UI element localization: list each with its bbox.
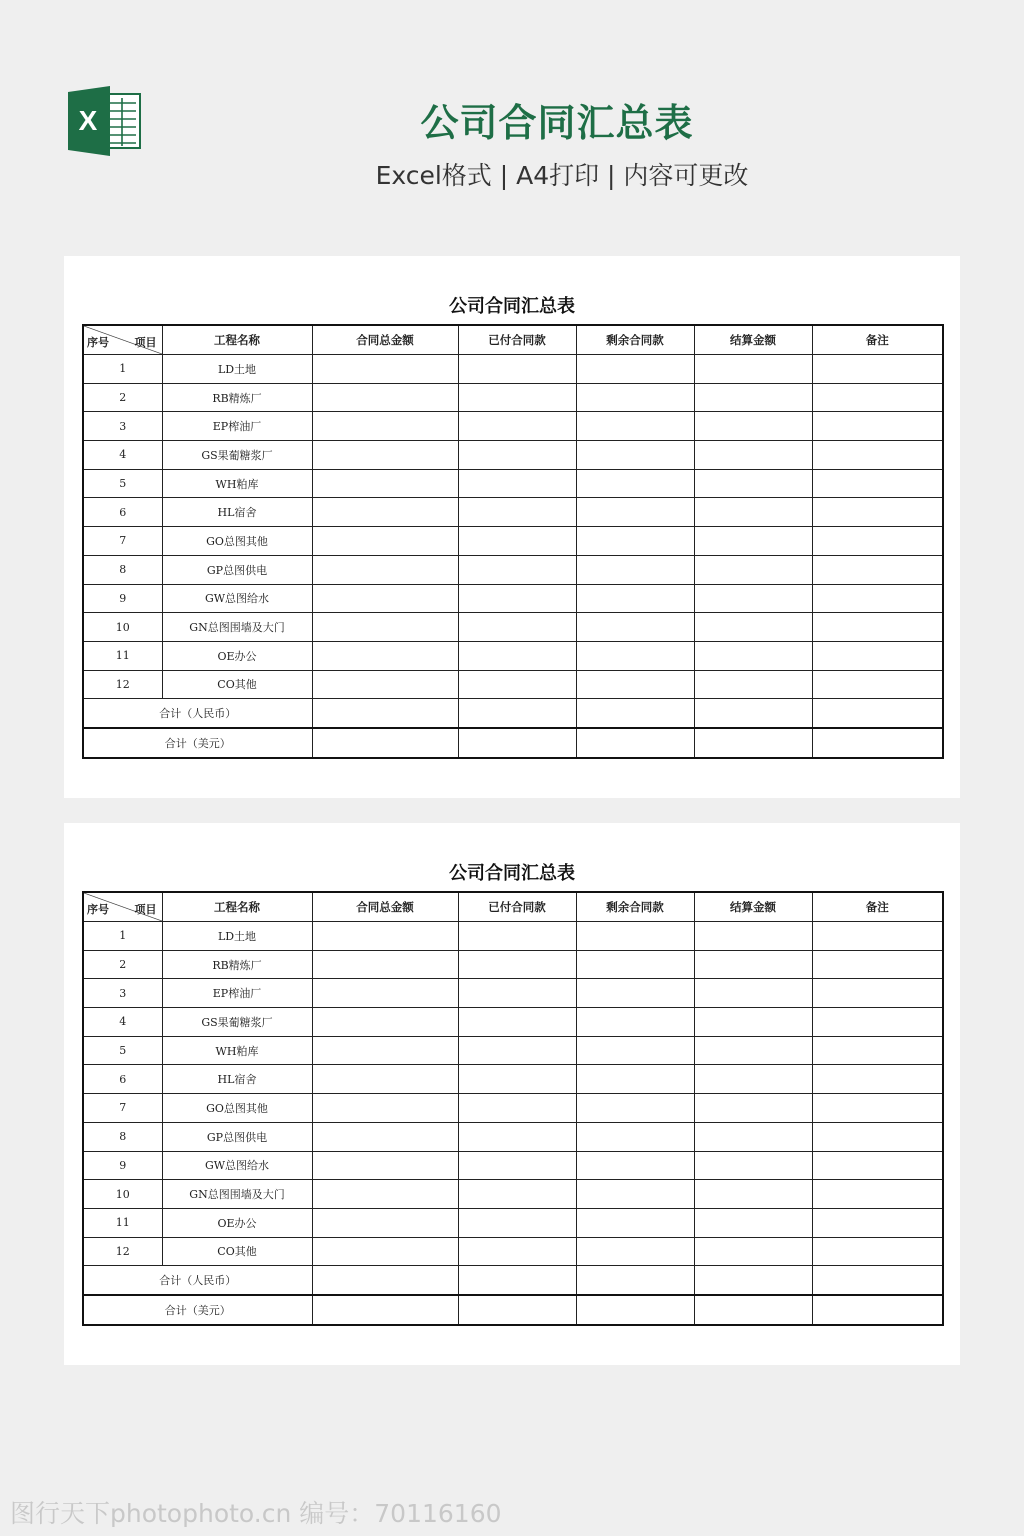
cell-empty[interactable] [312, 979, 458, 1008]
table-row [83, 1180, 943, 1209]
cell-empty[interactable] [576, 1237, 694, 1266]
cell-empty[interactable] [576, 355, 694, 384]
cell-empty[interactable] [694, 1008, 812, 1037]
cell-empty[interactable] [576, 1008, 694, 1037]
header-item: 项目 [134, 903, 157, 916]
table-row [83, 1208, 943, 1237]
cell-empty[interactable] [458, 670, 576, 699]
cell-empty[interactable] [812, 584, 943, 613]
cell-empty[interactable] [576, 922, 694, 951]
cell-empty[interactable] [812, 1122, 943, 1151]
cell-empty[interactable] [576, 641, 694, 670]
cell-empty[interactable] [812, 1208, 943, 1237]
cell-empty[interactable] [812, 555, 943, 584]
row-number: 1 [83, 922, 162, 951]
cell-empty[interactable] [812, 1151, 943, 1180]
row-number: 7 [83, 527, 162, 556]
table-row [83, 1237, 943, 1266]
cell-empty[interactable] [812, 1266, 943, 1295]
table-row [83, 527, 943, 556]
contract-summary-table [82, 324, 944, 759]
cell-empty[interactable] [312, 555, 458, 584]
row-number: 7 [83, 1094, 162, 1123]
row-project-name: RB精炼厂 [162, 950, 312, 979]
row-number: 2 [83, 383, 162, 412]
header-serial: 序号 [87, 903, 109, 916]
cell-empty[interactable] [812, 441, 943, 470]
row-project-name: GN总图围墙及大门 [162, 1180, 312, 1209]
cell-empty[interactable] [694, 1065, 812, 1094]
cell-empty[interactable] [312, 1208, 458, 1237]
table-row [83, 670, 943, 699]
row-number: 12 [83, 670, 162, 699]
row-project-name: GO总图其他 [162, 527, 312, 556]
cell-empty[interactable] [812, 950, 943, 979]
header-remarks: 备注 [812, 325, 943, 355]
cell-empty[interactable] [812, 1036, 943, 1065]
table-row [83, 469, 943, 498]
cell-empty[interactable] [312, 1036, 458, 1065]
cell-empty[interactable] [694, 728, 812, 758]
cell-empty[interactable] [576, 1094, 694, 1123]
cell-empty[interactable] [458, 1180, 576, 1209]
row-project-name: HL宿舍 [162, 1065, 312, 1094]
cell-empty[interactable] [312, 1266, 458, 1295]
row-project-name: LD土地 [162, 922, 312, 951]
row-project-name: GW总图给水 [162, 584, 312, 613]
row-number: 9 [83, 584, 162, 613]
cell-empty[interactable] [458, 412, 576, 441]
cell-empty[interactable] [694, 699, 812, 728]
cell-empty[interactable] [694, 498, 812, 527]
table-row [83, 584, 943, 613]
cell-empty[interactable] [694, 1295, 812, 1325]
table-row [83, 922, 943, 951]
header-paid: 已付合同款 [458, 892, 576, 922]
cell-empty[interactable] [812, 469, 943, 498]
cell-empty[interactable] [458, 1094, 576, 1123]
cell-empty[interactable] [576, 613, 694, 642]
cell-empty[interactable] [812, 613, 943, 642]
cell-empty[interactable] [576, 383, 694, 412]
cell-empty[interactable] [812, 979, 943, 1008]
cell-empty[interactable] [694, 950, 812, 979]
cell-empty[interactable] [694, 1237, 812, 1266]
row-project-name: OE办公 [162, 1208, 312, 1237]
row-number: 6 [83, 498, 162, 527]
cell-empty[interactable] [458, 950, 576, 979]
table-row [83, 1122, 943, 1151]
cell-empty[interactable] [812, 1094, 943, 1123]
cell-empty[interactable] [458, 1065, 576, 1094]
cell-empty[interactable] [458, 699, 576, 728]
cell-empty[interactable] [576, 670, 694, 699]
header-remaining: 剩余合同款 [576, 325, 694, 355]
cell-empty[interactable] [312, 1065, 458, 1094]
cell-empty[interactable] [694, 469, 812, 498]
cell-empty[interactable] [312, 498, 458, 527]
cell-empty[interactable] [812, 922, 943, 951]
row-project-name: GP总图供电 [162, 555, 312, 584]
cell-empty[interactable] [694, 1094, 812, 1123]
diagonal-header-cell [83, 325, 162, 355]
total-row-usd [83, 728, 943, 758]
header-project-name: 工程名称 [162, 325, 312, 355]
cell-empty[interactable] [458, 1036, 576, 1065]
cell-empty[interactable] [694, 584, 812, 613]
header-serial: 序号 [87, 336, 109, 349]
cell-empty[interactable] [812, 1180, 943, 1209]
row-number: 9 [83, 1151, 162, 1180]
contract-summary-table [82, 891, 944, 1326]
page-subtitle: Excel格式 | A4打印 | 内容可更改 [375, 161, 749, 190]
cell-empty[interactable] [576, 1266, 694, 1295]
cell-empty[interactable] [312, 1008, 458, 1037]
cell-empty[interactable] [576, 1151, 694, 1180]
cell-empty[interactable] [694, 641, 812, 670]
cell-empty[interactable] [312, 527, 458, 556]
total-row-rmb [83, 1266, 943, 1295]
cell-empty[interactable] [576, 555, 694, 584]
sheet-title: 公司合同汇总表 [449, 863, 575, 884]
cell-empty[interactable] [312, 1180, 458, 1209]
row-project-name: WH粕库 [162, 1036, 312, 1065]
header-item: 项目 [134, 336, 157, 349]
total-label-usd: 合计（美元） [83, 728, 312, 758]
cell-empty[interactable] [576, 584, 694, 613]
table-row [83, 1008, 943, 1037]
cell-empty[interactable] [458, 979, 576, 1008]
row-project-name: WH粕库 [162, 469, 312, 498]
cell-empty[interactable] [312, 1295, 458, 1325]
cell-empty[interactable] [312, 1122, 458, 1151]
cell-empty[interactable] [312, 412, 458, 441]
row-number: 2 [83, 950, 162, 979]
cell-empty[interactable] [694, 1180, 812, 1209]
total-row-usd [83, 1295, 943, 1325]
cell-empty[interactable] [694, 383, 812, 412]
cell-empty[interactable] [458, 355, 576, 384]
diagonal-header-cell [83, 892, 162, 922]
cell-empty[interactable] [312, 1151, 458, 1180]
sheet-preview-2 [64, 823, 960, 1365]
row-number: 8 [83, 1122, 162, 1151]
sheet-preview-1 [64, 256, 960, 798]
cell-empty[interactable] [694, 527, 812, 556]
table-row [83, 441, 943, 470]
row-number: 6 [83, 1065, 162, 1094]
cell-empty[interactable] [812, 527, 943, 556]
cell-empty[interactable] [312, 613, 458, 642]
cell-empty[interactable] [458, 1266, 576, 1295]
cell-empty[interactable] [812, 699, 943, 728]
row-project-name: RB精炼厂 [162, 383, 312, 412]
cell-empty[interactable] [312, 670, 458, 699]
row-number: 11 [83, 1208, 162, 1237]
table-row [83, 1065, 943, 1094]
cell-empty[interactable] [694, 922, 812, 951]
cell-empty[interactable] [312, 469, 458, 498]
table-row [83, 950, 943, 979]
cell-empty[interactable] [812, 412, 943, 441]
table-row [83, 555, 943, 584]
row-project-name: EP榨油厂 [162, 412, 312, 441]
cell-empty[interactable] [576, 1180, 694, 1209]
cell-empty[interactable] [312, 699, 458, 728]
row-project-name: GS果葡糖浆厂 [162, 1008, 312, 1037]
cell-empty[interactable] [458, 1151, 576, 1180]
cell-empty[interactable] [576, 1295, 694, 1325]
row-number: 11 [83, 641, 162, 670]
table-row [83, 412, 943, 441]
cell-empty[interactable] [694, 1208, 812, 1237]
row-project-name: CO其他 [162, 670, 312, 699]
cell-empty[interactable] [576, 469, 694, 498]
row-number: 8 [83, 555, 162, 584]
cell-empty[interactable] [694, 555, 812, 584]
cell-empty[interactable] [812, 1295, 943, 1325]
cell-empty[interactable] [576, 1036, 694, 1065]
row-number: 10 [83, 613, 162, 642]
row-project-name: EP榨油厂 [162, 979, 312, 1008]
cell-empty[interactable] [694, 979, 812, 1008]
cell-empty[interactable] [694, 1266, 812, 1295]
cell-empty[interactable] [458, 441, 576, 470]
row-number: 4 [83, 1008, 162, 1037]
table-row [83, 979, 943, 1008]
row-project-name: GO总图其他 [162, 1094, 312, 1123]
cell-empty[interactable] [458, 1122, 576, 1151]
cell-empty[interactable] [458, 383, 576, 412]
row-number: 4 [83, 441, 162, 470]
row-number: 10 [83, 1180, 162, 1209]
cell-empty[interactable] [576, 1122, 694, 1151]
cell-empty[interactable] [694, 412, 812, 441]
cell-empty[interactable] [458, 498, 576, 527]
total-label-rmb: 合计（人民币） [83, 1266, 312, 1295]
row-project-name: GP总图供电 [162, 1122, 312, 1151]
header-settlement: 结算金额 [694, 892, 812, 922]
cell-empty[interactable] [458, 613, 576, 642]
cell-empty[interactable] [694, 613, 812, 642]
cell-empty[interactable] [312, 441, 458, 470]
row-number: 3 [83, 412, 162, 441]
table-row [83, 613, 943, 642]
header-paid: 已付合同款 [458, 325, 576, 355]
header-remarks: 备注 [812, 892, 943, 922]
cell-empty[interactable] [312, 641, 458, 670]
row-project-name: CO其他 [162, 1237, 312, 1266]
row-number: 12 [83, 1237, 162, 1266]
cell-empty[interactable] [694, 1151, 812, 1180]
cell-empty[interactable] [576, 1208, 694, 1237]
total-row-rmb [83, 699, 943, 728]
cell-empty[interactable] [576, 1065, 694, 1094]
cell-empty[interactable] [458, 584, 576, 613]
header-contract-total: 合同总金额 [312, 892, 458, 922]
cell-empty[interactable] [576, 950, 694, 979]
row-project-name: OE办公 [162, 641, 312, 670]
table-header-row [83, 892, 943, 922]
cell-empty[interactable] [312, 922, 458, 951]
header-settlement: 结算金额 [694, 325, 812, 355]
cell-empty[interactable] [812, 355, 943, 384]
table-row [83, 641, 943, 670]
cell-empty[interactable] [312, 584, 458, 613]
cell-empty[interactable] [458, 1295, 576, 1325]
cell-empty[interactable] [812, 728, 943, 758]
cell-empty[interactable] [812, 498, 943, 527]
cell-empty[interactable] [812, 1065, 943, 1094]
row-project-name: GW总图给水 [162, 1151, 312, 1180]
cell-empty[interactable] [458, 469, 576, 498]
cell-empty[interactable] [312, 1094, 458, 1123]
cell-empty[interactable] [312, 728, 458, 758]
table-row [83, 1094, 943, 1123]
cell-empty[interactable] [812, 1008, 943, 1037]
total-label-usd: 合计（美元） [83, 1295, 312, 1325]
header-project-name: 工程名称 [162, 892, 312, 922]
cell-empty[interactable] [458, 1208, 576, 1237]
cell-empty[interactable] [458, 641, 576, 670]
table-row [83, 498, 943, 527]
cell-empty[interactable] [458, 555, 576, 584]
row-project-name: LD土地 [162, 355, 312, 384]
sheet-title: 公司合同汇总表 [449, 296, 575, 317]
cell-empty[interactable] [576, 979, 694, 1008]
total-label-rmb: 合计（人民币） [83, 699, 312, 728]
cell-empty[interactable] [312, 950, 458, 979]
cell-empty[interactable] [576, 412, 694, 441]
row-number: 1 [83, 355, 162, 384]
table-header-row [83, 325, 943, 355]
table-row [83, 1036, 943, 1065]
cell-empty[interactable] [576, 527, 694, 556]
table-row [83, 355, 943, 384]
cell-empty[interactable] [576, 728, 694, 758]
cell-empty[interactable] [812, 670, 943, 699]
row-number: 3 [83, 979, 162, 1008]
cell-empty[interactable] [576, 441, 694, 470]
row-number: 5 [83, 1036, 162, 1065]
cell-empty[interactable] [576, 699, 694, 728]
cell-empty[interactable] [694, 355, 812, 384]
cell-empty[interactable] [458, 527, 576, 556]
cell-empty[interactable] [694, 441, 812, 470]
row-project-name: GN总图围墙及大门 [162, 613, 312, 642]
cell-empty[interactable] [812, 1237, 943, 1266]
cell-empty[interactable] [812, 383, 943, 412]
row-project-name: GS果葡糖浆厂 [162, 441, 312, 470]
cell-empty[interactable] [458, 1237, 576, 1266]
cell-empty[interactable] [694, 670, 812, 699]
cell-empty[interactable] [458, 1008, 576, 1037]
cell-empty[interactable] [694, 1122, 812, 1151]
cell-empty[interactable] [576, 498, 694, 527]
header-contract-total: 合同总金额 [312, 325, 458, 355]
cell-empty[interactable] [458, 922, 576, 951]
cell-empty[interactable] [312, 383, 458, 412]
row-number: 5 [83, 469, 162, 498]
header-remaining: 剩余合同款 [576, 892, 694, 922]
watermark-text: 图行天下photophoto.cn 编号：70116160 [10, 1499, 502, 1528]
cell-empty[interactable] [312, 1237, 458, 1266]
page-title: 公司合同汇总表 [420, 101, 694, 145]
cell-empty[interactable] [694, 1036, 812, 1065]
table-row [83, 383, 943, 412]
svg-text:X: X [78, 105, 98, 136]
cell-empty[interactable] [812, 641, 943, 670]
cell-empty[interactable] [458, 728, 576, 758]
row-project-name: HL宿舍 [162, 498, 312, 527]
table-row [83, 1151, 943, 1180]
cell-empty[interactable] [312, 355, 458, 384]
